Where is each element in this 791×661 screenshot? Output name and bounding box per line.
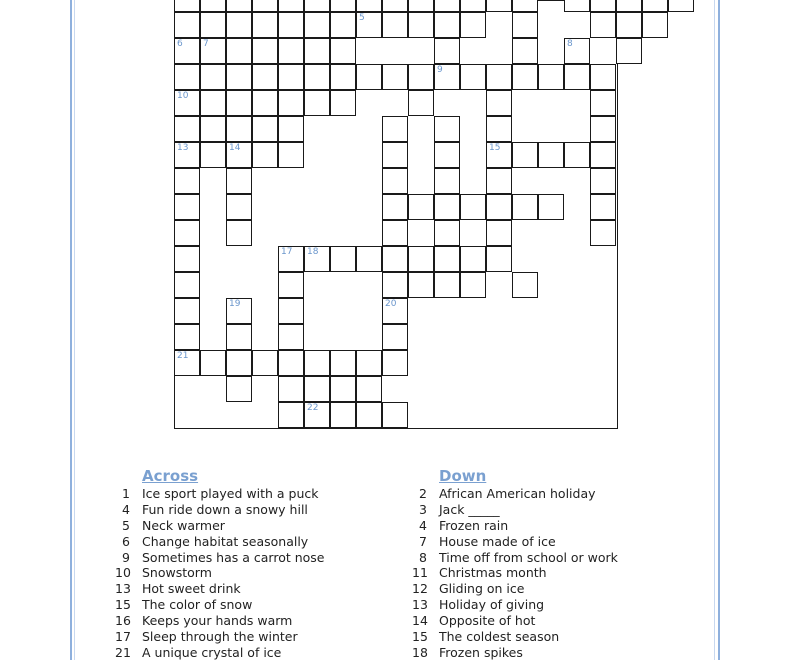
grid-cell[interactable] bbox=[434, 38, 460, 64]
grid-cell[interactable] bbox=[226, 168, 252, 194]
grid-cell[interactable] bbox=[200, 90, 226, 116]
grid-cell[interactable] bbox=[590, 116, 616, 142]
clue-row bbox=[115, 581, 405, 597]
clue-row-number: 7 bbox=[419, 533, 427, 549]
clue-row-number: 21 bbox=[115, 644, 131, 660]
grid-cell[interactable] bbox=[382, 116, 408, 142]
grid-cell[interactable] bbox=[252, 116, 278, 142]
clue-number: 19 bbox=[229, 299, 241, 309]
grid-cell[interactable] bbox=[226, 376, 252, 402]
grid-cell[interactable] bbox=[564, 142, 590, 168]
clue-number: 22 bbox=[307, 403, 319, 413]
clue-row-text: Opposite of hot bbox=[439, 613, 536, 629]
grid-cell[interactable] bbox=[356, 350, 382, 376]
clue-row bbox=[115, 518, 405, 534]
clue-row-text: A unique crystal of ice bbox=[142, 644, 282, 660]
grid-cell[interactable] bbox=[174, 38, 200, 64]
across-clues bbox=[115, 466, 405, 661]
grid-cell[interactable] bbox=[252, 0, 278, 12]
grid-cell[interactable] bbox=[278, 12, 304, 38]
grid-cell[interactable] bbox=[278, 402, 304, 428]
grid-cell[interactable] bbox=[564, 0, 590, 12]
clue-row-number: 16 bbox=[115, 613, 131, 629]
grid-cell[interactable] bbox=[356, 376, 382, 402]
clue-row bbox=[115, 486, 405, 502]
clue-row bbox=[115, 502, 405, 518]
grid-cell[interactable] bbox=[434, 194, 460, 220]
grid-cell[interactable] bbox=[590, 220, 616, 246]
grid-cell[interactable] bbox=[174, 220, 200, 246]
grid-cell[interactable] bbox=[382, 168, 408, 194]
clue-number: 13 bbox=[177, 143, 189, 153]
grid-cell[interactable] bbox=[382, 350, 408, 376]
grid-cell[interactable] bbox=[252, 12, 278, 38]
grid-cell[interactable] bbox=[590, 90, 616, 116]
clue-row-number: 5 bbox=[122, 517, 130, 533]
clue-number: 10 bbox=[177, 91, 189, 101]
clue-row bbox=[115, 534, 405, 550]
grid-cell[interactable] bbox=[330, 12, 356, 38]
grid-cell[interactable] bbox=[382, 272, 408, 298]
grid-cell[interactable] bbox=[408, 90, 434, 116]
grid-cell[interactable] bbox=[486, 116, 512, 142]
grid-cell[interactable] bbox=[460, 194, 486, 220]
grid-cell[interactable] bbox=[226, 194, 252, 220]
grid-cell[interactable] bbox=[512, 0, 538, 12]
clue-row-number: 1 bbox=[122, 486, 130, 501]
clue-row-text: Jack _____ bbox=[439, 501, 500, 517]
clue-row bbox=[115, 597, 405, 613]
grid-cell[interactable] bbox=[304, 38, 330, 64]
grid-cell[interactable] bbox=[564, 38, 590, 64]
grid-cell[interactable] bbox=[512, 194, 538, 220]
clue-number: 8 bbox=[567, 39, 573, 49]
clue-row-text: Gliding on ice bbox=[439, 581, 525, 597]
clue-row-number: 15 bbox=[115, 597, 131, 613]
grid-cell[interactable] bbox=[356, 402, 382, 428]
grid-cell[interactable] bbox=[538, 64, 564, 90]
grid-cell[interactable] bbox=[382, 194, 408, 220]
grid-cell[interactable] bbox=[252, 38, 278, 64]
clue-row bbox=[412, 502, 712, 518]
clue-number: 9 bbox=[437, 65, 443, 75]
grid-cell[interactable] bbox=[538, 142, 564, 168]
grid-cell[interactable] bbox=[434, 64, 460, 90]
grid-cell[interactable] bbox=[200, 350, 226, 376]
grid-cell[interactable] bbox=[382, 220, 408, 246]
clue-row-text: Holiday of giving bbox=[439, 597, 545, 613]
grid-cell[interactable] bbox=[200, 64, 226, 90]
grid-cell[interactable] bbox=[460, 0, 486, 12]
grid-cell[interactable] bbox=[512, 64, 538, 90]
grid-cell[interactable] bbox=[356, 0, 382, 12]
clue-row-number: 8 bbox=[419, 549, 427, 565]
grid-cell[interactable] bbox=[174, 246, 200, 272]
clue-row-number: 12 bbox=[412, 581, 428, 597]
clue-number: 14 bbox=[229, 143, 241, 153]
grid-cell[interactable] bbox=[226, 142, 252, 168]
grid-cell[interactable] bbox=[408, 0, 434, 12]
grid-cell[interactable] bbox=[590, 0, 616, 12]
clue-number: 17 bbox=[281, 247, 293, 257]
grid-cell[interactable] bbox=[174, 90, 200, 116]
grid-cell[interactable] bbox=[356, 64, 382, 90]
grid-cell[interactable] bbox=[564, 64, 590, 90]
grid-cell[interactable] bbox=[278, 298, 304, 324]
grid-cell[interactable] bbox=[278, 64, 304, 90]
clue-row-text: Keeps your hands warm bbox=[142, 613, 293, 629]
clue-row bbox=[412, 629, 712, 645]
clue-row bbox=[412, 581, 712, 597]
grid-cell[interactable] bbox=[252, 350, 278, 376]
grid-cell[interactable] bbox=[304, 402, 330, 428]
clue-row bbox=[115, 645, 405, 661]
grid-cell[interactable] bbox=[278, 90, 304, 116]
grid-cell[interactable] bbox=[278, 376, 304, 402]
grid-cell[interactable] bbox=[330, 402, 356, 428]
grid-cell[interactable] bbox=[330, 90, 356, 116]
clue-row bbox=[115, 550, 405, 566]
grid-cell[interactable] bbox=[356, 12, 382, 38]
clue-number: 21 bbox=[177, 351, 189, 361]
clue-row-text: Change habitat seasonally bbox=[142, 533, 309, 549]
grid-cell[interactable] bbox=[226, 12, 252, 38]
clue-number: 5 bbox=[359, 13, 365, 23]
clue-row-text: The coldest season bbox=[439, 629, 560, 645]
grid-cell[interactable] bbox=[278, 272, 304, 298]
grid-cell[interactable] bbox=[174, 116, 200, 142]
grid-cell[interactable] bbox=[642, 0, 668, 12]
grid-cell[interactable] bbox=[278, 38, 304, 64]
grid-cell[interactable] bbox=[460, 246, 486, 272]
clue-row-number: 3 bbox=[419, 501, 427, 517]
grid-cell[interactable] bbox=[226, 90, 252, 116]
grid-cell[interactable] bbox=[408, 12, 434, 38]
grid-cell[interactable] bbox=[226, 116, 252, 142]
grid-cell[interactable] bbox=[512, 12, 538, 38]
grid-cell[interactable] bbox=[434, 272, 460, 298]
clue-row-text: African American holiday bbox=[439, 486, 596, 501]
grid-cell[interactable] bbox=[278, 350, 304, 376]
grid-cell[interactable] bbox=[434, 220, 460, 246]
clue-row-text: Christmas month bbox=[439, 565, 547, 581]
grid-cell[interactable] bbox=[304, 0, 330, 12]
grid-cell[interactable] bbox=[278, 142, 304, 168]
grid-cell[interactable] bbox=[434, 246, 460, 272]
grid-cell[interactable] bbox=[486, 220, 512, 246]
grid-cell[interactable] bbox=[278, 0, 304, 12]
grid-cell[interactable] bbox=[616, 0, 642, 12]
clue-row-text: Neck warmer bbox=[142, 517, 225, 533]
grid-cell[interactable] bbox=[408, 194, 434, 220]
clue-row bbox=[412, 550, 712, 566]
clue-row bbox=[115, 565, 405, 581]
grid-cell[interactable] bbox=[382, 298, 408, 324]
clue-row bbox=[412, 534, 712, 550]
grid-cell[interactable] bbox=[174, 272, 200, 298]
grid-cell[interactable] bbox=[460, 272, 486, 298]
clue-row-number: 18 bbox=[412, 644, 428, 660]
grid-cell[interactable] bbox=[304, 350, 330, 376]
clue-row-number: 14 bbox=[412, 613, 428, 629]
grid-cell[interactable] bbox=[226, 38, 252, 64]
grid-cell[interactable] bbox=[382, 324, 408, 350]
grid-cell[interactable] bbox=[408, 272, 434, 298]
grid-cell[interactable] bbox=[174, 298, 200, 324]
grid-cell[interactable] bbox=[330, 246, 356, 272]
grid-cell[interactable] bbox=[486, 168, 512, 194]
grid-cell[interactable] bbox=[356, 246, 382, 272]
grid-cell[interactable] bbox=[434, 142, 460, 168]
grid-cell[interactable] bbox=[512, 272, 538, 298]
grid-cell[interactable] bbox=[486, 142, 512, 168]
clue-row-number: 11 bbox=[412, 565, 428, 581]
clue-row-number: 15 bbox=[412, 629, 428, 645]
clue-row bbox=[412, 518, 712, 534]
grid-cell[interactable] bbox=[330, 0, 356, 12]
clue-row-number: 10 bbox=[115, 565, 131, 581]
grid-cell[interactable] bbox=[590, 168, 616, 194]
clue-row-number: 4 bbox=[122, 501, 130, 517]
grid-cell[interactable] bbox=[486, 0, 512, 12]
clue-row-text: Frozen rain bbox=[439, 517, 509, 533]
grid-cell[interactable] bbox=[252, 142, 278, 168]
clue-row-text: House made of ice bbox=[439, 533, 556, 549]
clue-row-text: Frozen spikes bbox=[439, 644, 523, 660]
clue-row bbox=[115, 629, 405, 645]
grid-cell[interactable] bbox=[434, 116, 460, 142]
grid-cell[interactable] bbox=[512, 38, 538, 64]
grid-cell[interactable] bbox=[434, 0, 460, 12]
clue-number: 18 bbox=[307, 247, 319, 257]
clue-row-number: 6 bbox=[122, 533, 130, 549]
grid-cell[interactable] bbox=[252, 64, 278, 90]
clue-row bbox=[412, 645, 712, 661]
clue-row bbox=[412, 486, 712, 502]
clue-row-number: 4 bbox=[419, 517, 427, 533]
clue-row-text: Fun ride down a snowy hill bbox=[142, 501, 308, 517]
grid-cell[interactable] bbox=[304, 64, 330, 90]
grid-cell[interactable] bbox=[486, 90, 512, 116]
grid-cell[interactable] bbox=[304, 246, 330, 272]
clue-number: 20 bbox=[385, 299, 397, 309]
grid-cell[interactable] bbox=[486, 64, 512, 90]
grid-cell[interactable] bbox=[304, 376, 330, 402]
grid-cell[interactable] bbox=[642, 12, 668, 38]
grid-cell[interactable] bbox=[200, 116, 226, 142]
clue-row-text: Ice sport played with a puck bbox=[142, 486, 319, 501]
grid-cell[interactable] bbox=[252, 90, 278, 116]
grid-cell[interactable] bbox=[408, 246, 434, 272]
grid-cell[interactable] bbox=[538, 194, 564, 220]
grid-cell[interactable] bbox=[278, 324, 304, 350]
grid-cell[interactable] bbox=[486, 246, 512, 272]
grid-cell[interactable] bbox=[226, 324, 252, 350]
grid-cell[interactable] bbox=[616, 12, 642, 38]
grid-cell[interactable] bbox=[590, 194, 616, 220]
clue-row bbox=[412, 565, 712, 581]
clue-row-text: The color of snow bbox=[142, 597, 253, 613]
clue-number: 6 bbox=[177, 39, 183, 49]
grid-cell[interactable] bbox=[408, 64, 434, 90]
clue-row-text: Snowstorm bbox=[142, 565, 212, 581]
grid-cell[interactable] bbox=[174, 324, 200, 350]
grid-cell[interactable] bbox=[512, 142, 538, 168]
grid-cell[interactable] bbox=[460, 12, 486, 38]
clue-row bbox=[412, 597, 712, 613]
grid-cell[interactable] bbox=[174, 12, 200, 38]
grid-cell[interactable] bbox=[616, 38, 642, 64]
clue-row-number: 9 bbox=[122, 549, 130, 565]
grid-cell[interactable] bbox=[200, 0, 226, 12]
grid-cell[interactable] bbox=[226, 64, 252, 90]
down-clue-list bbox=[412, 486, 712, 661]
grid-cell[interactable] bbox=[590, 12, 616, 38]
grid-cell[interactable] bbox=[226, 350, 252, 376]
clue-row bbox=[115, 613, 405, 629]
grid-cell[interactable] bbox=[382, 246, 408, 272]
clue-row-number: 13 bbox=[115, 581, 131, 597]
grid-cell[interactable] bbox=[486, 194, 512, 220]
grid-cell[interactable] bbox=[174, 64, 200, 90]
clue-row-text: Hot sweet drink bbox=[142, 581, 241, 597]
clue-row-number: 13 bbox=[412, 597, 428, 613]
grid-cell[interactable] bbox=[226, 0, 252, 12]
grid-cell[interactable] bbox=[434, 12, 460, 38]
grid-cell[interactable] bbox=[200, 12, 226, 38]
grid-cell[interactable] bbox=[330, 64, 356, 90]
clue-row-text: Sleep through the winter bbox=[142, 629, 298, 645]
grid-cell[interactable] bbox=[330, 350, 356, 376]
grid-cell[interactable] bbox=[460, 64, 486, 90]
grid-cell[interactable] bbox=[590, 64, 616, 90]
grid-cell[interactable] bbox=[330, 376, 356, 402]
grid-cell[interactable] bbox=[304, 90, 330, 116]
grid-cell[interactable] bbox=[382, 0, 408, 12]
grid-cell[interactable] bbox=[330, 38, 356, 64]
grid-cell[interactable] bbox=[434, 168, 460, 194]
clue-number: 7 bbox=[203, 39, 209, 49]
grid-cell[interactable] bbox=[278, 116, 304, 142]
grid-cell[interactable] bbox=[200, 142, 226, 168]
clue-row-text: Time off from school or work bbox=[439, 549, 618, 565]
grid-cell[interactable] bbox=[174, 0, 200, 12]
clue-number: 15 bbox=[489, 143, 501, 153]
clue-row-text: Sometimes has a carrot nose bbox=[142, 549, 325, 565]
across-heading: Across bbox=[142, 467, 199, 485]
clue-row-number: 17 bbox=[115, 629, 131, 645]
clue-row-number: 2 bbox=[419, 486, 427, 501]
grid-cell[interactable] bbox=[174, 350, 200, 376]
grid-cell[interactable] bbox=[226, 298, 252, 324]
grid-cell[interactable] bbox=[668, 0, 694, 12]
grid-cell[interactable] bbox=[174, 142, 200, 168]
grid-cell[interactable] bbox=[382, 402, 408, 428]
grid-cell[interactable] bbox=[590, 142, 616, 168]
grid-cell[interactable] bbox=[278, 246, 304, 272]
across-clue-list bbox=[115, 486, 405, 661]
grid-cell[interactable] bbox=[382, 64, 408, 90]
grid-cell[interactable] bbox=[226, 220, 252, 246]
grid-cell[interactable] bbox=[304, 12, 330, 38]
clue-row bbox=[412, 613, 712, 629]
grid-cell[interactable] bbox=[174, 194, 200, 220]
grid-cell[interactable] bbox=[174, 168, 200, 194]
down-clues bbox=[412, 466, 712, 661]
down-heading: Down bbox=[439, 467, 487, 485]
grid-cell[interactable] bbox=[382, 142, 408, 168]
grid-cell[interactable] bbox=[382, 12, 408, 38]
grid-cell[interactable] bbox=[200, 38, 226, 64]
